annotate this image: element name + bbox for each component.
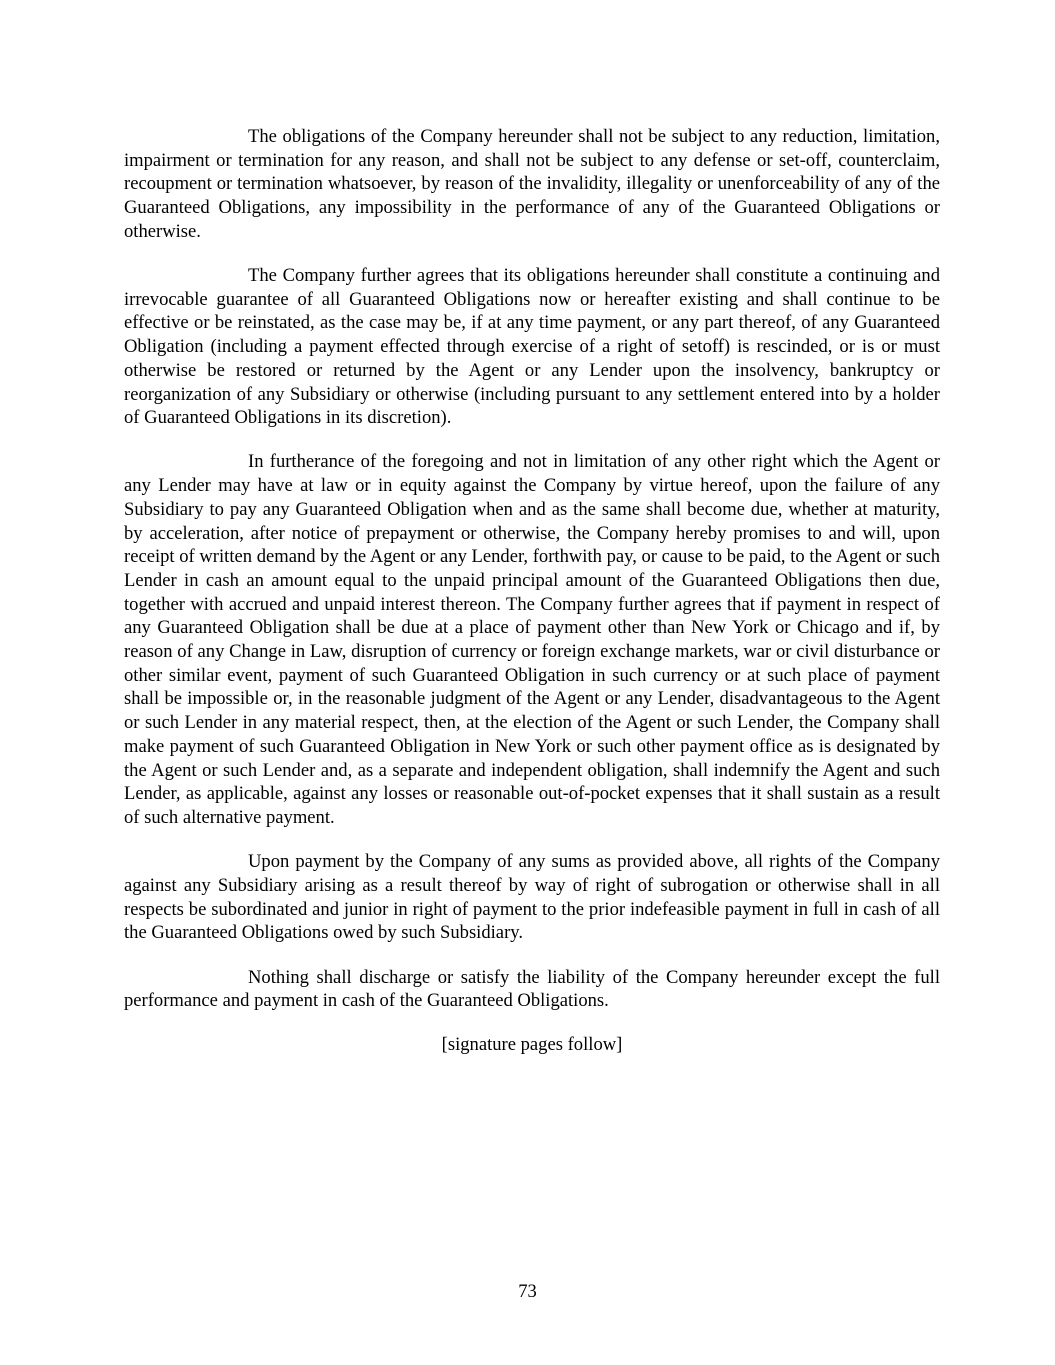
paragraph-obligations-not-reduced: The obligations of the Company hereunder shall not be subject to any reduction, limitation, impairment or termination for any reason, and shall not be subject to any defense or set-off, counterclaim, recoupment or termination whatsoever, by reason of the invalidity, illegality or unenforceability of any of the Guaranteed Obligations, any impossibility in the performance of any of the Guaranteed Obligations or otherwise. bbox=[124, 126, 940, 242]
paragraph-subrogation: Upon payment by the Company of any sums as provided above, all rights of the Company against any Subsidiary arising as a result thereof by way of right of subrogation or otherwise shall in all respects be subordinated and junior in right of payment to the prior indefeasible payment in full in cash of all the Guaranteed Obligations owed by such Subsidiary. bbox=[124, 851, 940, 944]
signature-pages-note: [signature pages follow] bbox=[441, 1034, 623, 1056]
document-body bbox=[124, 125, 940, 1078]
paragraph-payment-demand: In furtherance of the foregoing and not in limitation of any other right which the Agent or any Lender may have at law or in equity against the Company by virtue hereof, upon the failure of any Subsidiary to pay any Guaranteed Obligation when and as the same shall become due, whether at maturity, by acceleration, after notice of prepayment or otherwise, the Company hereby promises to and will, upon receipt of written demand by the Agent or any Lender, forthwith pay, or cause to be paid, to the Agent or such Lender in cash an amount equal to the unpaid principal amount of the Guaranteed Obligations then due, together with accrued and unpaid interest thereon. The Company further agrees that if payment in respect of any Guaranteed Obligation shall be due at a place of payment other than New York or Chicago and if, by reason of any Change in Law, disruption of currency or foreign exchange markets, war or civil disturbance or other similar event, payment of such Guaranteed Obligation in such currency or at such place of payment shall be impossible or, in the reasonable judgment of the Agent or any Lender, disadvantageous to the Agent or such Lender in any material respect, then, at the election of the Agent or such Lender, the Company shall make payment of such Guaranteed Obligation in New York or such other payment office as is designated by the Agent or such Lender and, as a separate and independent obligation, shall indemnify the Agent and such Lender, as applicable, against any losses or reasonable out-of-pocket expenses that it shall sustain as a result of such alternative payment. bbox=[124, 451, 940, 828]
paragraph-continuing-guarantee: The Company further agrees that its obligations hereunder shall constitute a continuing and irrevocable guarantee of all Guaranteed Obligations now or hereafter existing and shall continue to be effective or be reinstated, as the case may be, if at any time payment, or any part thereof, of any Guaranteed Obligation (including a payment effected through exercise of a right of setoff) is rescinded, or is or must otherwise be restored or returned by the Agent or any Lender upon the insolvency, bankruptcy or reorganization of any Subsidiary or otherwise (including pursuant to any settlement entered into by a holder of Guaranteed Obligations in its discretion). bbox=[124, 265, 940, 429]
page-number: 73 bbox=[518, 1281, 537, 1302]
paragraph-discharge: Nothing shall discharge or satisfy the liability of the Company hereunder except the full performance and payment in cash of the Guaranteed Obligations. bbox=[124, 966, 940, 1012]
